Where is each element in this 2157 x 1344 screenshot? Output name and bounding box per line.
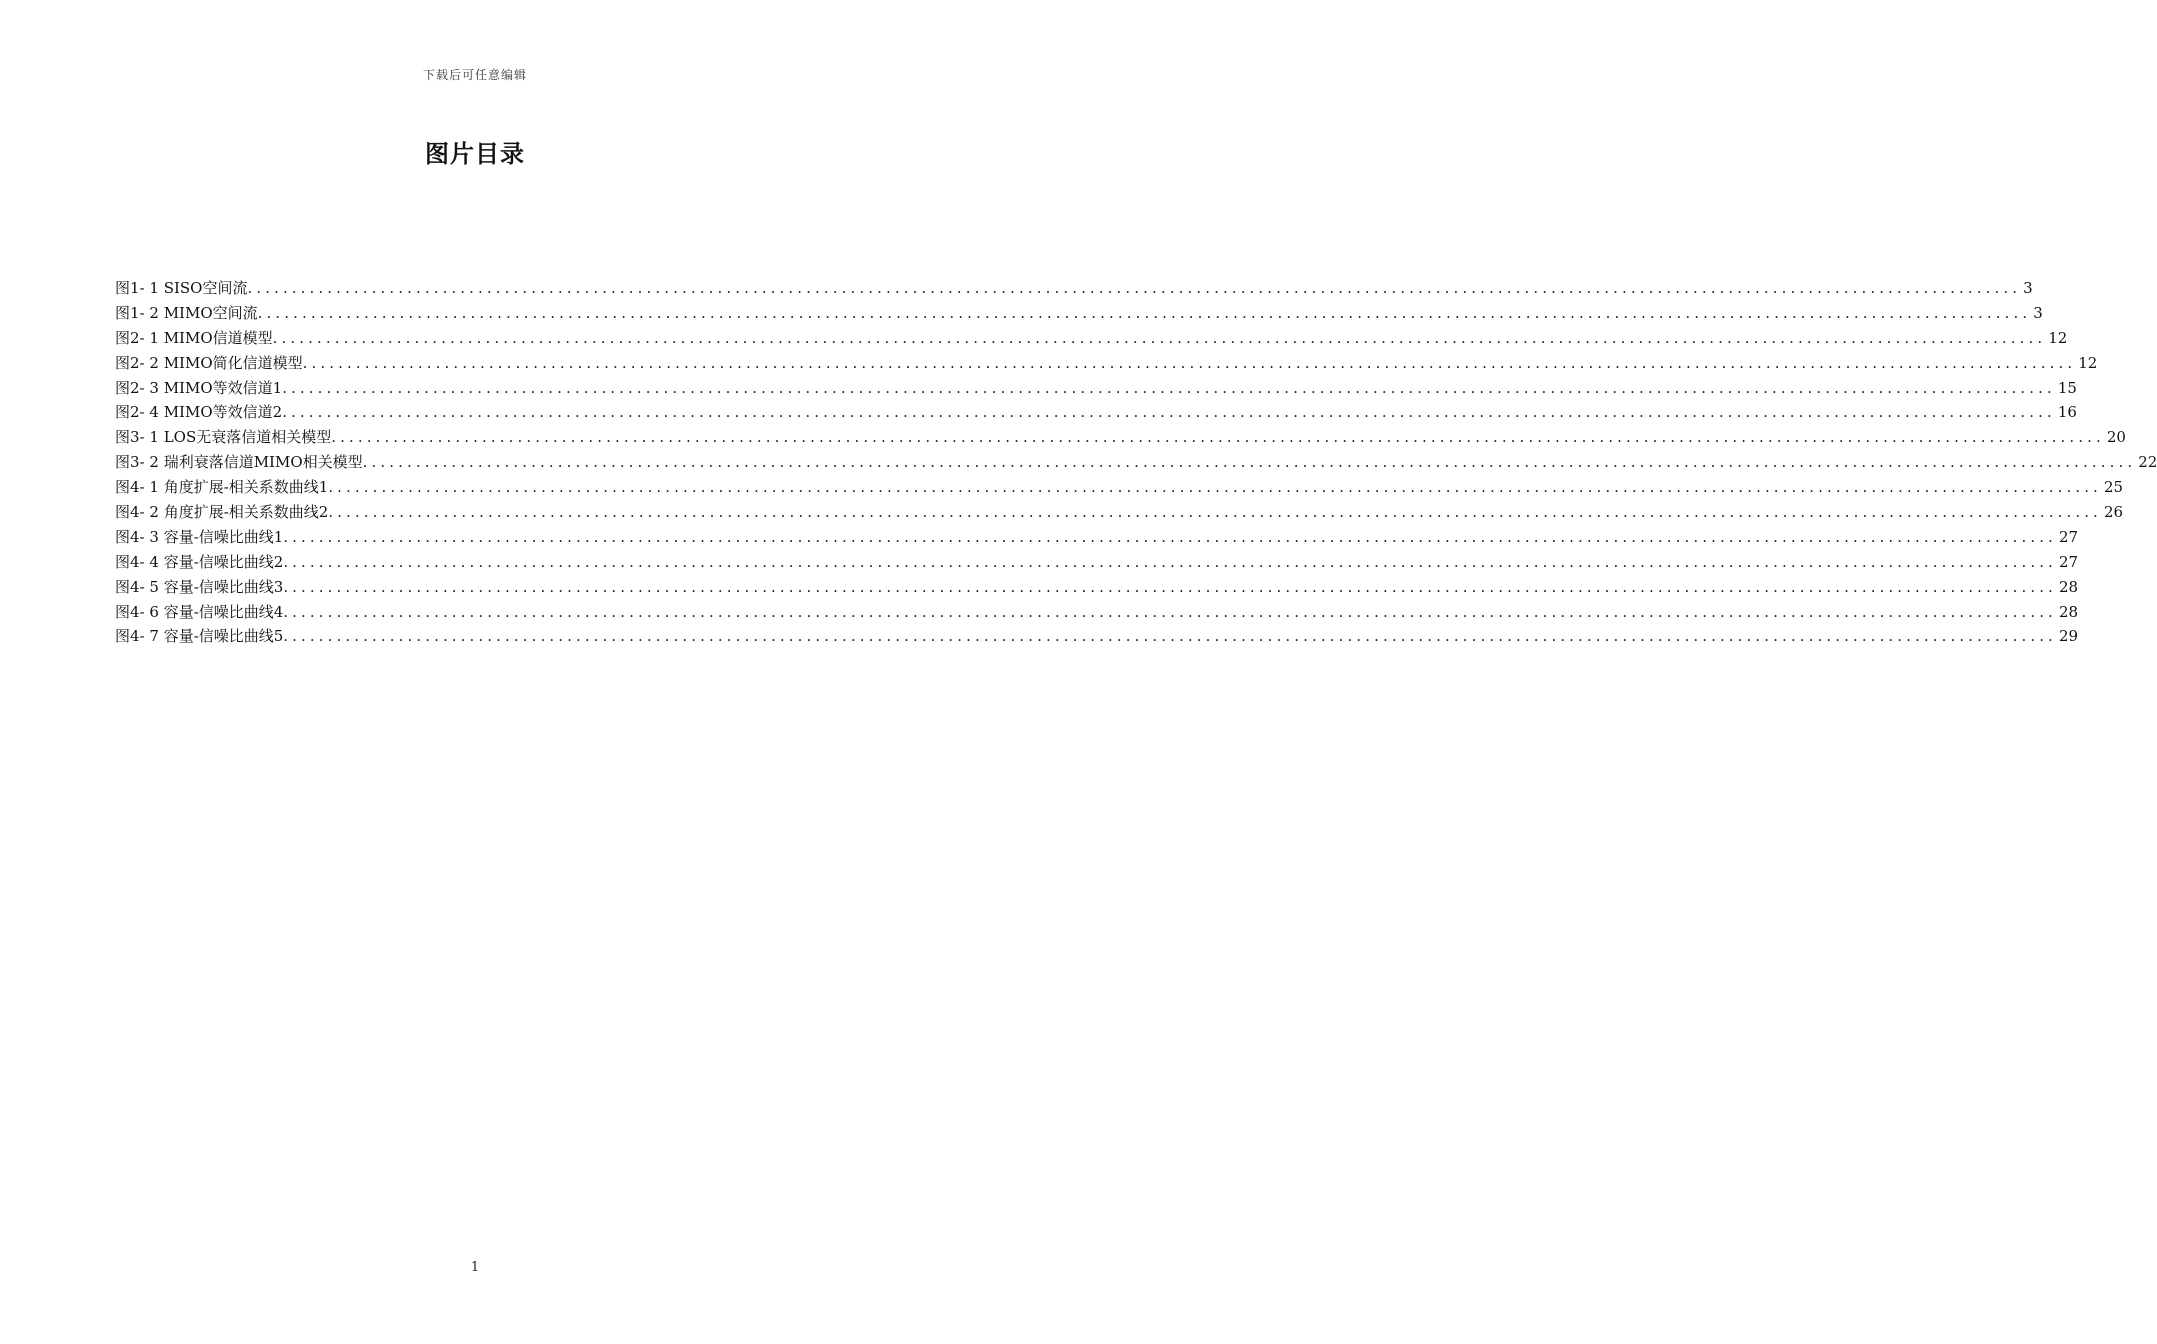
figure-list-entry[interactable] [115, 450, 2157, 475]
figure-entry-label: 图3- 1 LOS无衰落信道相关模型 [115, 428, 332, 447]
dot-leader: ........................................................................................................................................................................................................ [328, 478, 2102, 497]
figure-list-entry[interactable] [115, 301, 2043, 326]
dot-leader: ........................................................................................................................................................................................................ [362, 453, 2137, 472]
figure-list-entry[interactable] [115, 600, 2079, 625]
figure-list-entry[interactable] [115, 550, 2079, 575]
figure-list-entry[interactable] [115, 500, 2124, 525]
figure-entry-label: 图4- 1 角度扩展-相关系数曲线1 [115, 478, 329, 497]
figure-entry-page: 27 [2058, 552, 2079, 571]
dot-leader: ........................................................................................................................................................................................................ [257, 303, 2032, 322]
header-note: 下载后可任意编辑 [422, 68, 527, 82]
dot-leader: ........................................................................................................................................................................................................ [272, 328, 2047, 347]
dot-leader: ........................................................................................................................................................................................................ [282, 403, 2056, 422]
dot-leader: ........................................................................................................................................................................................................ [302, 353, 2077, 372]
figure-entry-label: 图1- 2 MIMO空间流 [115, 303, 258, 322]
figure-list-entry[interactable] [115, 351, 2098, 376]
figure-list-entry[interactable] [115, 276, 2033, 301]
dot-leader: ........................................................................................................................................................................................................ [283, 627, 2057, 646]
figure-entry-label: 图2- 1 MIMO信道模型 [115, 328, 273, 347]
figure-entry-page: 3 [2033, 303, 2043, 322]
figure-entry-page: 12 [2048, 328, 2068, 347]
dot-leader: ........................................................................................................................................................................................................ [331, 428, 2105, 447]
figure-entry-label: 图4- 2 角度扩展-相关系数曲线2 [115, 503, 329, 522]
figure-entry-page: 27 [2058, 527, 2079, 546]
figure-entry-page: 15 [2057, 378, 2077, 397]
figure-entry-label: 图4- 6 容量-信噪比曲线4 [115, 602, 284, 621]
figure-entry-page: 16 [2057, 403, 2077, 422]
figure-list [115, 276, 2157, 649]
dot-leader: ........................................................................................................................................................................................................ [283, 552, 2057, 571]
figure-list-entry[interactable] [115, 326, 2068, 351]
figure-entry-page: 25 [2103, 478, 2124, 497]
figure-list-entry[interactable] [115, 624, 2079, 649]
figure-entry-label: 图4- 5 容量-信噪比曲线3 [115, 577, 284, 596]
page-title: 图片目录 [425, 140, 525, 168]
dot-leader: ........................................................................................................................................................................................................ [282, 378, 2056, 397]
figure-list-entry[interactable] [115, 400, 2077, 425]
figure-entry-page: 29 [2058, 627, 2079, 646]
figure-entry-label: 图4- 3 容量-信噪比曲线1 [115, 527, 284, 546]
figure-entry-label: 图2- 3 MIMO等效信道1 [115, 378, 283, 397]
figure-list-entry[interactable] [115, 525, 2079, 550]
figure-list-entry[interactable] [115, 376, 2077, 401]
figure-entry-page: 20 [2106, 428, 2126, 447]
figure-entry-page: 22 [2138, 453, 2157, 472]
figure-entry-page: 3 [2023, 279, 2033, 297]
figure-list-entry[interactable] [115, 475, 2124, 500]
figure-list-entry[interactable] [115, 425, 2126, 450]
figure-list-entry[interactable] [115, 575, 2079, 600]
figure-entry-label: 图2- 4 MIMO等效信道2 [115, 403, 283, 422]
figure-entry-page: 28 [2058, 602, 2079, 621]
figure-entry-label: 图4- 4 容量-信噪比曲线2 [115, 552, 284, 571]
dot-leader: ........................................................................................................................................................................................................ [247, 279, 2022, 297]
dot-leader: ........................................................................................................................................................................................................ [328, 503, 2102, 522]
figure-entry-page: 26 [2103, 503, 2124, 522]
figure-entry-label: 图4- 7 容量-信噪比曲线5 [115, 627, 284, 646]
dot-leader: ........................................................................................................................................................................................................ [283, 577, 2057, 596]
dot-leader: ........................................................................................................................................................................................................ [283, 527, 2057, 546]
page-number: 1 [470, 1260, 480, 1275]
figure-entry-page: 28 [2058, 577, 2079, 596]
dot-leader: ........................................................................................................................................................................................................ [283, 602, 2057, 621]
figure-entry-label: 图2- 2 MIMO简化信道模型 [115, 353, 303, 372]
figure-entry-page: 12 [2078, 353, 2098, 372]
figure-entry-label: 图3- 2 瑞利衰落信道MIMO相关模型 [115, 453, 363, 472]
figure-entry-label: 图1- 1 SISO空间流 [115, 279, 248, 297]
